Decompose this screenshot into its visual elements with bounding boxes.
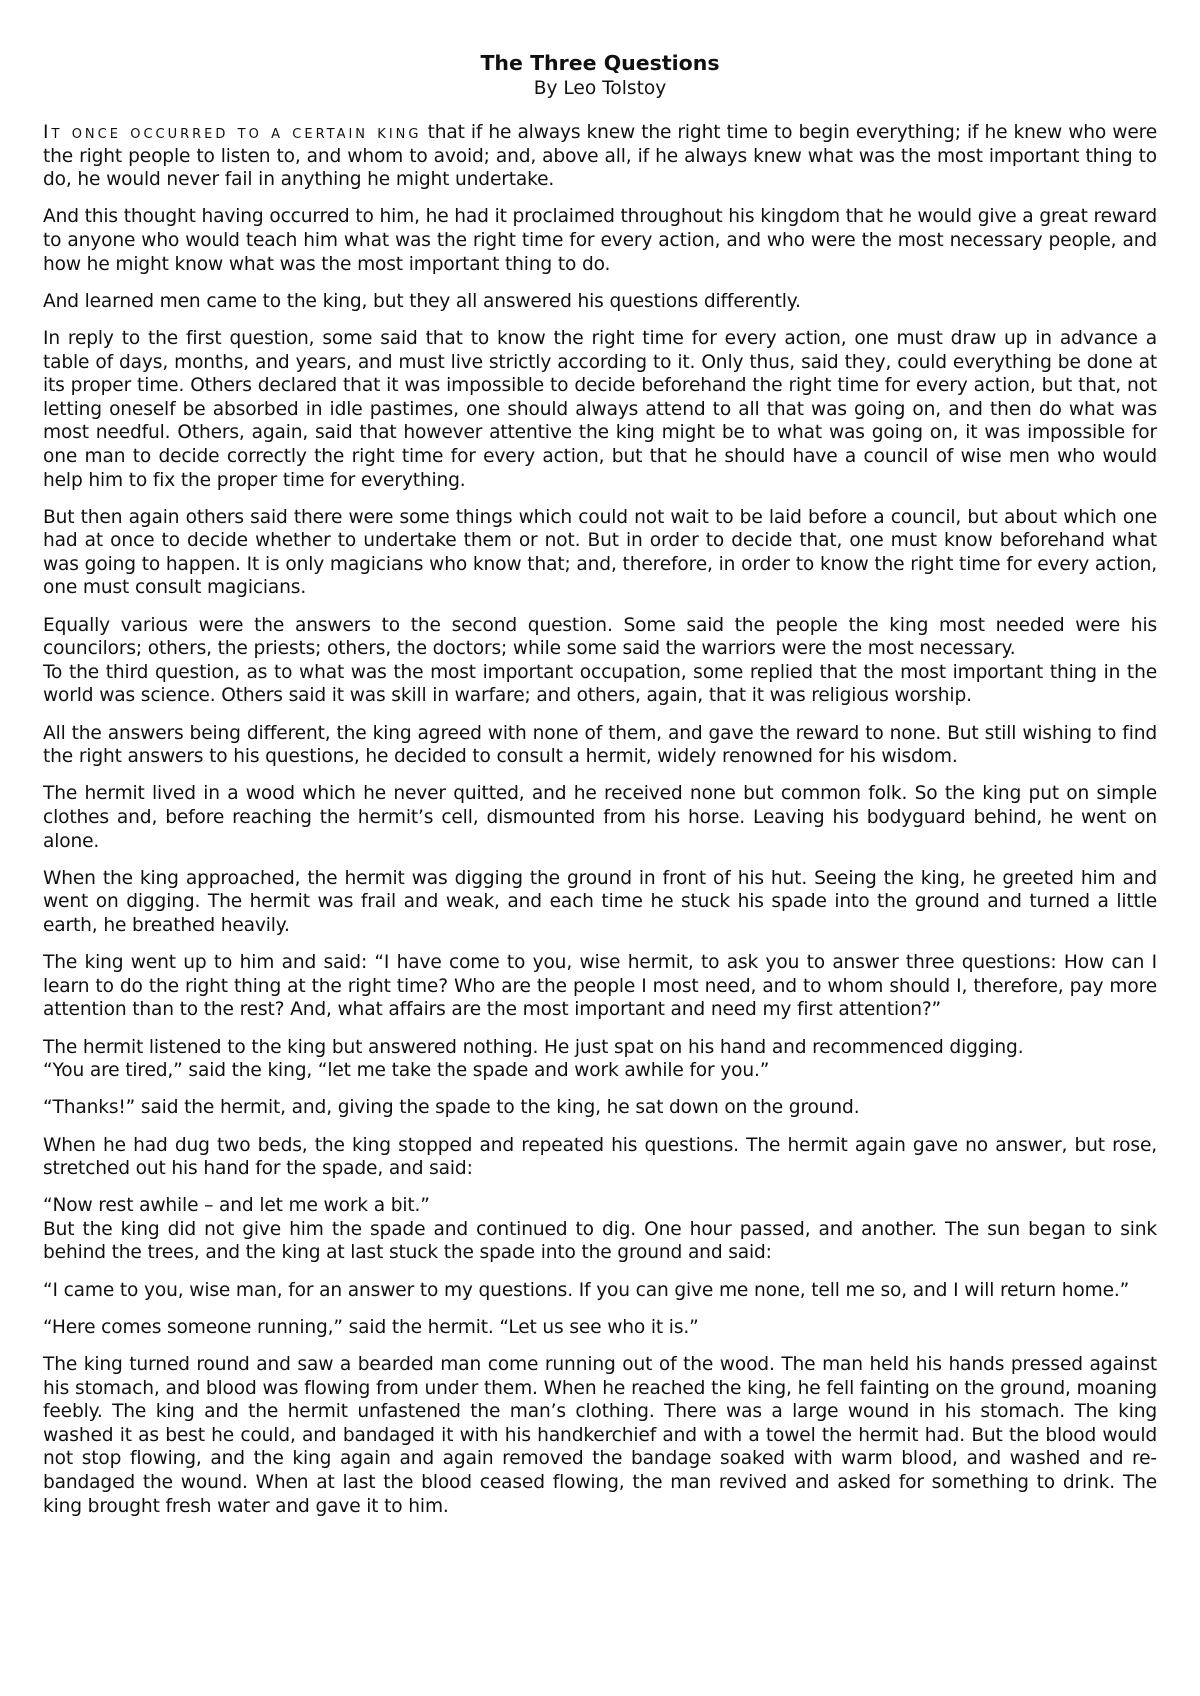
document-author: By Leo Tolstoy	[533, 78, 667, 99]
paragraph: But the king did not give him the spade and continued to dig. One hour passed, and another. The sun began to sink behind the trees, and the king at last stuck the spade into the ground and said:	[43, 1218, 1157, 1264]
paragraph: “Here comes someone running,” said the hermit. “Let us see who it is.”	[43, 1316, 699, 1338]
paragraph: “Now rest awhile – and let me work a bit.”	[43, 1195, 430, 1217]
paragraph: “I came to you, wise man, for an answer to my questions. If you can give me none, tell me so, and I will return home.”	[43, 1279, 1130, 1301]
paragraph: In reply to the first question, some said that to know the right time for every action, one must draw up in advance a table of days, months, and years, and must live strictly according to it. Only thus, said they, could everything be done at its proper time. Others declared that it was impossible to decide beforehand the right time for every action, but that, not letting oneself be absorbed in idle pastimes, one should always attend to all that was going on, and then do what was most needful. Others, again, said that however attentive the king might be to what was going on, it was impossible for one man to decide correctly the right time for every action, but that he should have a council of wise men who would help him to fix the proper time for everything.	[43, 327, 1157, 491]
paragraph: When he had dug two beds, the king stopped and repeated his questions. The hermit again gave no answer, but rose, stretched out his hand for the spade, and said:	[43, 1134, 1157, 1180]
paragraph: When the king approached, the hermit was digging the ground in front of his hut. Seeing the king, he greeted him and went on digging. The hermit was frail and weak, and each time he stuck his spade into the ground and turned a little earth, he breathed heavily.	[43, 867, 1157, 936]
paragraph	[43, 121, 1157, 192]
paragraph: “Thanks!” said the hermit, and, giving the spade to the king, he sat down on the ground.	[43, 1097, 860, 1119]
paragraph: To the third question, as to what was the most important occupation, some replied that the most important thing in the world was science. Others said it was skill in warfare; and others, again, that it was religious worship.	[43, 661, 1157, 707]
document-title: The Three Questions	[480, 51, 720, 75]
paragraph: All the answers being different, the king agreed with none of them, and gave the reward to none. But still wishing to find the right answers to his questions, he decided to consult a hermit, widely renowned for his wisdom.	[43, 722, 1157, 768]
paragraph-text: that if he always knew the right time to begin everything; if he knew who were the right people to listen to, and whom to avoid; and, above all, if he always knew what was the most important thing to do, he would never fail in anything he might undertake.	[43, 122, 1157, 191]
paragraph: Equally various were the answers to the second question. Some said the people the king most needed were his councilors; others, the priests; others, the doctors; while some said the warriors were the most necessary.	[43, 614, 1157, 660]
paragraph: The king went up to him and said: “I have come to you, wise hermit, to ask you to answer three questions: How can I learn to do the right thing at the right time? Who are the people I most need, and to whom should I, therefore, pay more attention than to the rest? And, what affairs are the most important and need my first attention?”	[43, 952, 1157, 1021]
opening-smallcaps: It once occurred to a certain king	[43, 122, 422, 143]
paragraph: The hermit listened to the king but answered nothing. He just spat on his hand and recommenced digging.	[43, 1036, 1024, 1058]
paragraph: And learned men came to the king, but they all answered his questions differently.	[43, 290, 801, 312]
paragraph: But then again others said there were some things which could not wait to be laid before a council, but about which one had at once to decide whether to undertake them or not. But in order to decide that, one must know beforehand what was going to happen. It is only magicians who know that; and, therefore, in order to know the right time for every action, one must consult magicians.	[43, 506, 1157, 599]
paragraph: The king turned round and saw a bearded man come running out of the wood. The man held his hands pressed against his stomach, and blood was flowing from under them. When he reached the king, he fell fainting on the ground, moaning feebly. The king and the hermit unfastened the man’s clothing. There was a large wound in his stomach. The king washed it as best he could, and bandaged it with his handkerchief and with a towel the hermit had. But the blood would not stop flowing, and the king again and again removed the bandage soaked with warm blood, and washed and re-bandaged the wound. When at last the blood ceased flowing, the man revived and asked for something to drink. The king brought fresh water and gave it to him.	[43, 1354, 1157, 1517]
paragraph: The hermit lived in a wood which he never quitted, and he received none but common folk. So the king put on simple clothes and, before reaching the hermit’s cell, dismounted from his horse. Leaving his bodyguard behind, he went on alone.	[43, 783, 1157, 852]
paragraph: “You are tired,” said the king, “let me take the spade and work awhile for you.”	[43, 1060, 770, 1082]
paragraph: And this thought having occurred to him, he had it proclaimed throughout his kingdom that he would give a great reward to anyone who would teach him what was the right time for every action, and who were the most necessary people, and how he might know what was the most important thing to do.	[43, 206, 1157, 275]
